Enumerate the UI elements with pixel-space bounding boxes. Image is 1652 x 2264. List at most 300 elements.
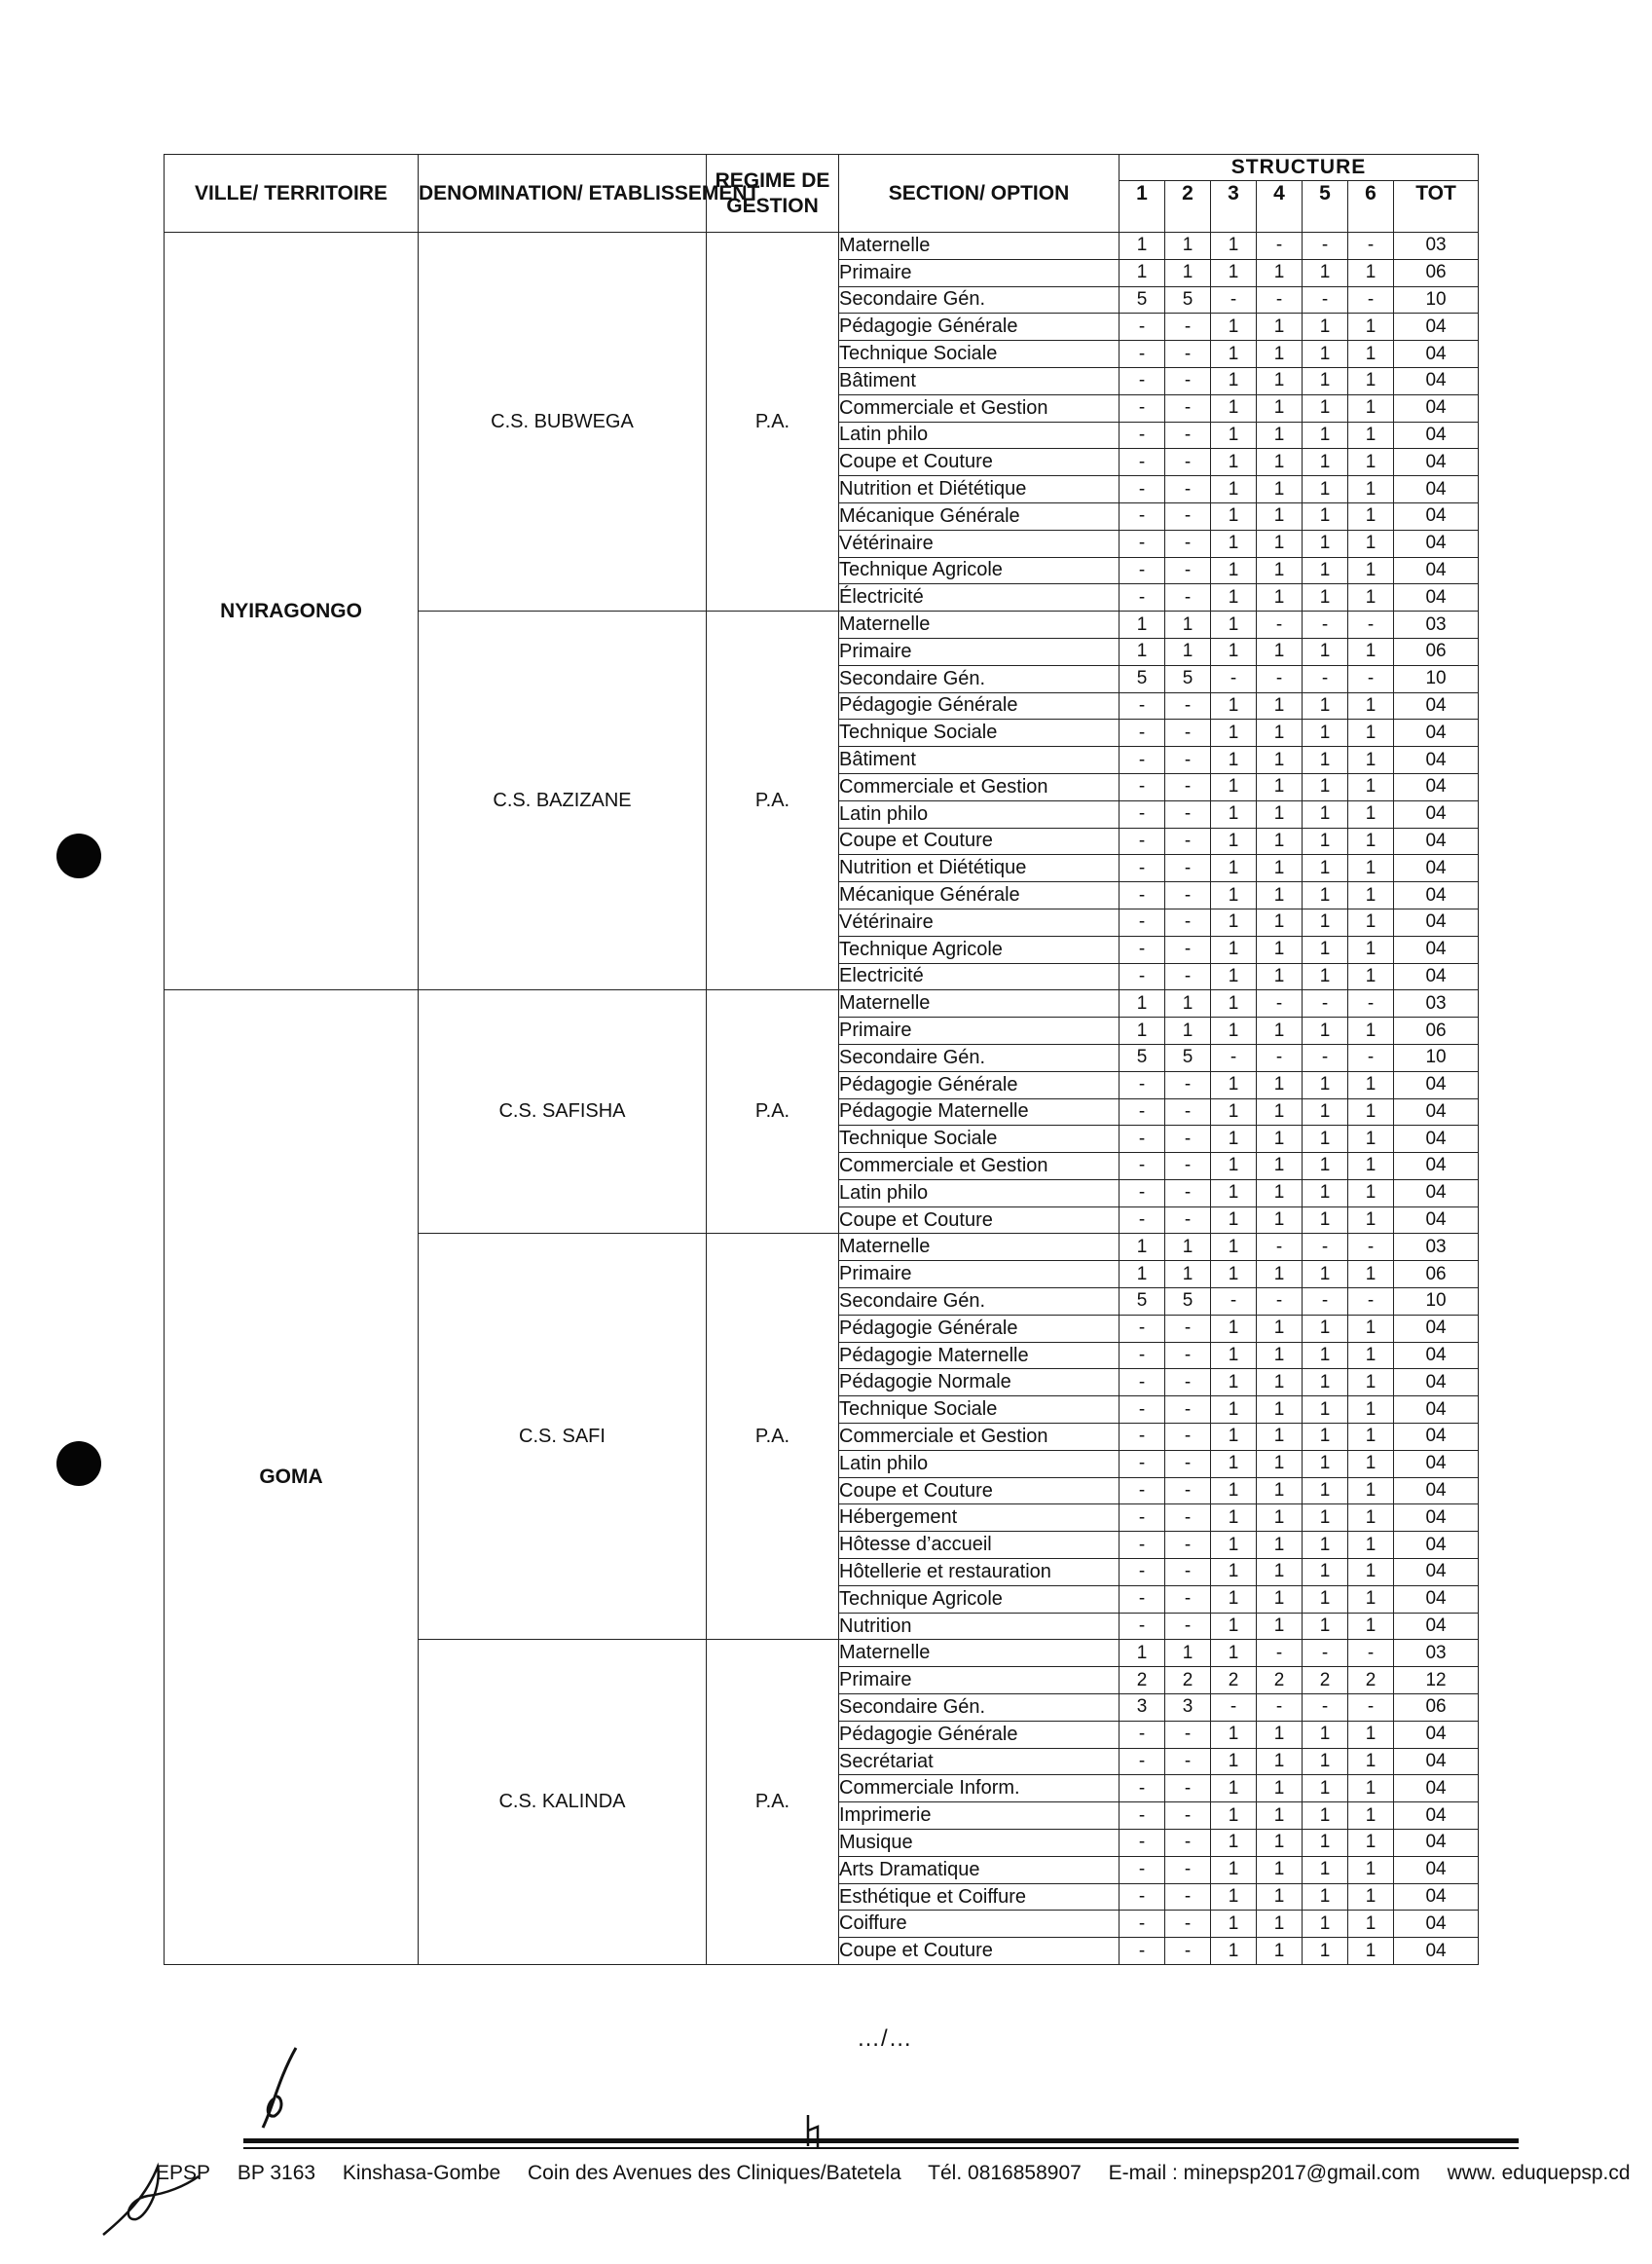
class-2-cell: - bbox=[1165, 1883, 1211, 1911]
class-1-cell: - bbox=[1120, 855, 1165, 882]
class-4-cell: 1 bbox=[1257, 341, 1303, 368]
class-2-cell: - bbox=[1165, 530, 1211, 557]
option-cell: Imprimerie bbox=[839, 1802, 1120, 1830]
class-5-cell: - bbox=[1303, 1288, 1348, 1316]
option-cell: Secondaire Gén. bbox=[839, 1694, 1120, 1722]
class-1-cell: 1 bbox=[1120, 1261, 1165, 1288]
class-4-cell: 1 bbox=[1257, 1477, 1303, 1504]
header-section: SECTION/ OPTION bbox=[839, 155, 1120, 233]
class-3-cell: 1 bbox=[1211, 1640, 1257, 1667]
footer-tel: Tél. 0816858907 bbox=[928, 2162, 1082, 2184]
option-cell: Musique bbox=[839, 1830, 1120, 1857]
class-1-cell: 1 bbox=[1120, 233, 1165, 260]
class-2-cell: - bbox=[1165, 584, 1211, 612]
tot-cell: 04 bbox=[1394, 449, 1479, 476]
option-cell: Secondaire Gén. bbox=[839, 1044, 1120, 1071]
class-2-cell: - bbox=[1165, 1179, 1211, 1206]
class-2-cell: - bbox=[1165, 1450, 1211, 1477]
class-1-cell: - bbox=[1120, 692, 1165, 720]
class-3-cell: 1 bbox=[1211, 530, 1257, 557]
class-5-cell: 1 bbox=[1303, 502, 1348, 530]
class-1-cell: - bbox=[1120, 1585, 1165, 1613]
class-6-cell: 1 bbox=[1348, 530, 1394, 557]
class-1-cell: - bbox=[1120, 476, 1165, 503]
tot-cell: 04 bbox=[1394, 1369, 1479, 1396]
option-cell: Vétérinaire bbox=[839, 530, 1120, 557]
class-1-cell: - bbox=[1120, 963, 1165, 990]
class-5-cell: 1 bbox=[1303, 1802, 1348, 1830]
class-1-cell: - bbox=[1120, 1450, 1165, 1477]
class-1-cell: - bbox=[1120, 1775, 1165, 1802]
class-6-cell: - bbox=[1348, 665, 1394, 692]
class-2-cell: - bbox=[1165, 1098, 1211, 1126]
class-6-cell: 1 bbox=[1348, 1342, 1394, 1369]
class-4-cell: 1 bbox=[1257, 638, 1303, 665]
class-3-cell: 1 bbox=[1211, 1559, 1257, 1586]
class-4-cell: 1 bbox=[1257, 1504, 1303, 1532]
class-5-cell: 1 bbox=[1303, 1450, 1348, 1477]
class-5-cell: 1 bbox=[1303, 1261, 1348, 1288]
class-2-cell: 1 bbox=[1165, 1640, 1211, 1667]
class-6-cell: 1 bbox=[1348, 1424, 1394, 1451]
class-4-cell: 1 bbox=[1257, 1018, 1303, 1045]
class-1-cell: - bbox=[1120, 1911, 1165, 1938]
tot-cell: 06 bbox=[1394, 1694, 1479, 1722]
option-cell: Coiffure bbox=[839, 1911, 1120, 1938]
class-6-cell: - bbox=[1348, 1234, 1394, 1261]
header-structure: STRUCTURE bbox=[1120, 155, 1479, 181]
class-4-cell: 1 bbox=[1257, 1802, 1303, 1830]
class-2-cell: 1 bbox=[1165, 990, 1211, 1018]
class-6-cell: 1 bbox=[1348, 422, 1394, 449]
option-cell: Primaire bbox=[839, 1018, 1120, 1045]
option-cell: Pédagogie Générale bbox=[839, 314, 1120, 341]
class-6-cell: 1 bbox=[1348, 314, 1394, 341]
class-2-cell: 5 bbox=[1165, 286, 1211, 314]
class-6-cell: 1 bbox=[1348, 882, 1394, 909]
option-cell: Vétérinaire bbox=[839, 909, 1120, 936]
class-2-cell: - bbox=[1165, 1504, 1211, 1532]
class-3-cell: 1 bbox=[1211, 259, 1257, 286]
class-6-cell: 1 bbox=[1348, 584, 1394, 612]
class-5-cell: 1 bbox=[1303, 1098, 1348, 1126]
class-4-cell: 1 bbox=[1257, 1613, 1303, 1640]
class-1-cell: - bbox=[1120, 936, 1165, 963]
class-4-cell: 1 bbox=[1257, 1559, 1303, 1586]
class-2-cell: - bbox=[1165, 1369, 1211, 1396]
option-cell: Commerciale et Gestion bbox=[839, 1153, 1120, 1180]
class-6-cell: 1 bbox=[1348, 1613, 1394, 1640]
class-5-cell: 1 bbox=[1303, 1856, 1348, 1883]
class-5-cell: 1 bbox=[1303, 1153, 1348, 1180]
class-5-cell: - bbox=[1303, 612, 1348, 639]
option-cell: Coupe et Couture bbox=[839, 1206, 1120, 1234]
class-2-cell: - bbox=[1165, 747, 1211, 774]
footer-org: EPSP bbox=[156, 2162, 211, 2184]
class-4-cell: 1 bbox=[1257, 1856, 1303, 1883]
tot-cell: 04 bbox=[1394, 1532, 1479, 1559]
class-5-cell: 1 bbox=[1303, 1126, 1348, 1153]
class-1-cell: - bbox=[1120, 341, 1165, 368]
tot-cell: 10 bbox=[1394, 1044, 1479, 1071]
class-5-cell: 1 bbox=[1303, 259, 1348, 286]
class-3-cell: 1 bbox=[1211, 692, 1257, 720]
tot-cell: 04 bbox=[1394, 1585, 1479, 1613]
class-2-cell: 1 bbox=[1165, 259, 1211, 286]
option-cell: Maternelle bbox=[839, 1234, 1120, 1261]
class-2-cell: - bbox=[1165, 422, 1211, 449]
class-6-cell: 1 bbox=[1348, 449, 1394, 476]
tot-cell: 03 bbox=[1394, 1234, 1479, 1261]
tot-cell: 04 bbox=[1394, 882, 1479, 909]
class-1-cell: - bbox=[1120, 1179, 1165, 1206]
class-3-cell: 1 bbox=[1211, 747, 1257, 774]
class-1-cell: - bbox=[1120, 449, 1165, 476]
class-1-cell: - bbox=[1120, 367, 1165, 394]
footer-city: Kinshasa-Gombe bbox=[342, 2162, 501, 2184]
class-5-cell: 1 bbox=[1303, 747, 1348, 774]
class-5-cell: 1 bbox=[1303, 1883, 1348, 1911]
class-3-cell: 1 bbox=[1211, 1721, 1257, 1748]
class-5-cell: 1 bbox=[1303, 1938, 1348, 1965]
class-3-cell: 1 bbox=[1211, 367, 1257, 394]
class-4-cell: 1 bbox=[1257, 476, 1303, 503]
class-1-cell: - bbox=[1120, 747, 1165, 774]
class-4-cell: 1 bbox=[1257, 1153, 1303, 1180]
class-1-cell: 1 bbox=[1120, 1234, 1165, 1261]
class-4-cell: - bbox=[1257, 1694, 1303, 1722]
class-5-cell: - bbox=[1303, 990, 1348, 1018]
class-5-cell: 1 bbox=[1303, 720, 1348, 747]
class-4-cell: 1 bbox=[1257, 963, 1303, 990]
option-cell: Technique Sociale bbox=[839, 720, 1120, 747]
class-6-cell: - bbox=[1348, 1044, 1394, 1071]
class-6-cell: 2 bbox=[1348, 1667, 1394, 1694]
class-6-cell: - bbox=[1348, 233, 1394, 260]
class-3-cell: 1 bbox=[1211, 1234, 1257, 1261]
class-1-cell: - bbox=[1120, 1721, 1165, 1748]
class-3-cell: 1 bbox=[1211, 1613, 1257, 1640]
option-cell: Pédagogie Générale bbox=[839, 1071, 1120, 1098]
class-3-cell: 1 bbox=[1211, 502, 1257, 530]
class-6-cell: 1 bbox=[1348, 1585, 1394, 1613]
option-cell: Primaire bbox=[839, 1667, 1120, 1694]
class-3-cell: 1 bbox=[1211, 233, 1257, 260]
tot-cell: 06 bbox=[1394, 1261, 1479, 1288]
class-4-cell: 1 bbox=[1257, 259, 1303, 286]
regime-cell: P.A. bbox=[707, 990, 839, 1234]
table-header bbox=[165, 155, 1479, 233]
class-6-cell: 1 bbox=[1348, 367, 1394, 394]
class-6-cell: 1 bbox=[1348, 1153, 1394, 1180]
class-3-cell: 1 bbox=[1211, 584, 1257, 612]
tot-cell: 03 bbox=[1394, 233, 1479, 260]
class-1-cell: - bbox=[1120, 1315, 1165, 1342]
tot-cell: 10 bbox=[1394, 1288, 1479, 1316]
tot-cell: 04 bbox=[1394, 367, 1479, 394]
class-6-cell: 1 bbox=[1348, 1018, 1394, 1045]
option-cell: Primaire bbox=[839, 259, 1120, 286]
class-5-cell: 1 bbox=[1303, 1559, 1348, 1586]
class-2-cell: - bbox=[1165, 1830, 1211, 1857]
tot-cell: 04 bbox=[1394, 1098, 1479, 1126]
class-2-cell: - bbox=[1165, 1424, 1211, 1451]
tot-cell: 04 bbox=[1394, 1424, 1479, 1451]
class-2-cell: - bbox=[1165, 341, 1211, 368]
class-3-cell: 1 bbox=[1211, 773, 1257, 800]
regime-cell: P.A. bbox=[707, 1234, 839, 1640]
tot-cell: 04 bbox=[1394, 909, 1479, 936]
class-1-cell: 5 bbox=[1120, 665, 1165, 692]
class-4-cell: 1 bbox=[1257, 1315, 1303, 1342]
class-2-cell: - bbox=[1165, 720, 1211, 747]
class-5-cell: 1 bbox=[1303, 1532, 1348, 1559]
class-4-cell: 1 bbox=[1257, 557, 1303, 584]
class-2-cell: 1 bbox=[1165, 233, 1211, 260]
class-3-cell: - bbox=[1211, 1044, 1257, 1071]
header-class-5: 5 bbox=[1303, 181, 1348, 233]
tot-cell: 04 bbox=[1394, 1613, 1479, 1640]
tot-cell: 04 bbox=[1394, 773, 1479, 800]
class-3-cell: 1 bbox=[1211, 394, 1257, 422]
class-6-cell: 1 bbox=[1348, 259, 1394, 286]
tot-cell: 04 bbox=[1394, 341, 1479, 368]
class-5-cell: - bbox=[1303, 1234, 1348, 1261]
class-1-cell: 3 bbox=[1120, 1694, 1165, 1722]
class-1-cell: - bbox=[1120, 502, 1165, 530]
etablissement-cell: C.S. BUBWEGA bbox=[419, 233, 707, 612]
footer-email: E-mail : minepsp2017@gmail.com bbox=[1108, 2162, 1420, 2184]
class-2-cell: 3 bbox=[1165, 1694, 1211, 1722]
option-cell: Pédagogie Générale bbox=[839, 1315, 1120, 1342]
class-3-cell: 1 bbox=[1211, 1856, 1257, 1883]
class-3-cell: 1 bbox=[1211, 1883, 1257, 1911]
class-4-cell: 1 bbox=[1257, 1775, 1303, 1802]
footer-rule-thin bbox=[243, 2147, 1519, 2149]
option-cell: Secondaire Gén. bbox=[839, 665, 1120, 692]
class-4-cell: - bbox=[1257, 286, 1303, 314]
class-4-cell: 1 bbox=[1257, 1532, 1303, 1559]
tot-cell: 04 bbox=[1394, 502, 1479, 530]
class-6-cell: 1 bbox=[1348, 1775, 1394, 1802]
class-4-cell: 1 bbox=[1257, 1585, 1303, 1613]
tot-cell: 04 bbox=[1394, 1206, 1479, 1234]
class-6-cell: - bbox=[1348, 990, 1394, 1018]
class-6-cell: 1 bbox=[1348, 1206, 1394, 1234]
option-cell: Bâtiment bbox=[839, 367, 1120, 394]
stamp-mark-icon bbox=[804, 2113, 824, 2152]
option-cell: Latin philo bbox=[839, 1179, 1120, 1206]
class-3-cell: 1 bbox=[1211, 638, 1257, 665]
tot-cell: 04 bbox=[1394, 422, 1479, 449]
class-2-cell: 5 bbox=[1165, 1288, 1211, 1316]
tot-cell: 04 bbox=[1394, 1721, 1479, 1748]
class-5-cell: 1 bbox=[1303, 800, 1348, 828]
class-5-cell: 1 bbox=[1303, 1206, 1348, 1234]
class-3-cell: 1 bbox=[1211, 1477, 1257, 1504]
tot-cell: 04 bbox=[1394, 828, 1479, 855]
table-row bbox=[165, 990, 1479, 1018]
option-cell: Technique Agricole bbox=[839, 936, 1120, 963]
tot-cell: 04 bbox=[1394, 1342, 1479, 1369]
class-4-cell: 1 bbox=[1257, 1126, 1303, 1153]
class-4-cell: - bbox=[1257, 1288, 1303, 1316]
class-4-cell: 1 bbox=[1257, 692, 1303, 720]
option-cell: Commerciale et Gestion bbox=[839, 1424, 1120, 1451]
class-6-cell: 1 bbox=[1348, 476, 1394, 503]
class-6-cell: 1 bbox=[1348, 502, 1394, 530]
ville-cell: NYIRAGONGO bbox=[165, 233, 419, 990]
header-regime: REGIME DE GESTION bbox=[707, 155, 839, 233]
class-5-cell: 1 bbox=[1303, 855, 1348, 882]
class-3-cell: 1 bbox=[1211, 1261, 1257, 1288]
class-2-cell: - bbox=[1165, 692, 1211, 720]
class-4-cell: 1 bbox=[1257, 314, 1303, 341]
class-6-cell: 1 bbox=[1348, 638, 1394, 665]
class-2-cell: 5 bbox=[1165, 665, 1211, 692]
class-3-cell: 1 bbox=[1211, 476, 1257, 503]
class-5-cell: - bbox=[1303, 665, 1348, 692]
class-5-cell: 1 bbox=[1303, 936, 1348, 963]
class-1-cell: - bbox=[1120, 1504, 1165, 1532]
table-row bbox=[165, 233, 1479, 260]
class-5-cell: 1 bbox=[1303, 909, 1348, 936]
option-cell: Coupe et Couture bbox=[839, 1477, 1120, 1504]
class-2-cell: - bbox=[1165, 1585, 1211, 1613]
class-1-cell: 1 bbox=[1120, 1018, 1165, 1045]
class-2-cell: 1 bbox=[1165, 1234, 1211, 1261]
class-2-cell: - bbox=[1165, 1477, 1211, 1504]
class-1-cell: - bbox=[1120, 1424, 1165, 1451]
class-3-cell: 1 bbox=[1211, 1396, 1257, 1424]
class-2-cell: - bbox=[1165, 394, 1211, 422]
class-4-cell: 1 bbox=[1257, 1342, 1303, 1369]
class-4-cell: 1 bbox=[1257, 530, 1303, 557]
class-5-cell: 1 bbox=[1303, 530, 1348, 557]
punch-hole-icon bbox=[56, 1441, 101, 1486]
class-2-cell: - bbox=[1165, 1071, 1211, 1098]
class-2-cell: - bbox=[1165, 1938, 1211, 1965]
tot-cell: 04 bbox=[1394, 1396, 1479, 1424]
class-3-cell: - bbox=[1211, 286, 1257, 314]
option-cell: Electricité bbox=[839, 963, 1120, 990]
table-body bbox=[165, 233, 1479, 1965]
option-cell: Nutrition et Diététique bbox=[839, 476, 1120, 503]
option-cell: Coupe et Couture bbox=[839, 449, 1120, 476]
class-5-cell: 1 bbox=[1303, 557, 1348, 584]
class-3-cell: 1 bbox=[1211, 422, 1257, 449]
class-1-cell: 5 bbox=[1120, 1288, 1165, 1316]
class-3-cell: 1 bbox=[1211, 1532, 1257, 1559]
class-6-cell: - bbox=[1348, 1694, 1394, 1722]
class-4-cell: 1 bbox=[1257, 1396, 1303, 1424]
class-4-cell: 1 bbox=[1257, 367, 1303, 394]
class-5-cell: 1 bbox=[1303, 1369, 1348, 1396]
structure-table-container bbox=[164, 154, 1478, 1965]
class-5-cell: 1 bbox=[1303, 1018, 1348, 1045]
etablissement-cell: C.S. SAFISHA bbox=[419, 990, 707, 1234]
class-5-cell: 1 bbox=[1303, 341, 1348, 368]
class-3-cell: 1 bbox=[1211, 1830, 1257, 1857]
header-class-6: 6 bbox=[1348, 181, 1394, 233]
class-3-cell: - bbox=[1211, 1288, 1257, 1316]
class-2-cell: 1 bbox=[1165, 1261, 1211, 1288]
class-2-cell: - bbox=[1165, 1856, 1211, 1883]
class-3-cell: 1 bbox=[1211, 1424, 1257, 1451]
class-5-cell: - bbox=[1303, 1044, 1348, 1071]
class-4-cell: - bbox=[1257, 612, 1303, 639]
option-cell: Commerciale et Gestion bbox=[839, 394, 1120, 422]
option-cell: Bâtiment bbox=[839, 747, 1120, 774]
class-4-cell: - bbox=[1257, 1044, 1303, 1071]
option-cell: Commerciale et Gestion bbox=[839, 773, 1120, 800]
class-5-cell: 1 bbox=[1303, 882, 1348, 909]
class-4-cell: 1 bbox=[1257, 1098, 1303, 1126]
class-5-cell: 1 bbox=[1303, 1477, 1348, 1504]
class-1-cell: - bbox=[1120, 1613, 1165, 1640]
class-1-cell: - bbox=[1120, 1748, 1165, 1775]
class-4-cell: 1 bbox=[1257, 882, 1303, 909]
class-3-cell: 1 bbox=[1211, 1748, 1257, 1775]
class-3-cell: 1 bbox=[1211, 314, 1257, 341]
class-1-cell: - bbox=[1120, 1559, 1165, 1586]
class-3-cell: 1 bbox=[1211, 449, 1257, 476]
tot-cell: 04 bbox=[1394, 1802, 1479, 1830]
tot-cell: 04 bbox=[1394, 1153, 1479, 1180]
class-1-cell: - bbox=[1120, 773, 1165, 800]
class-1-cell: - bbox=[1120, 314, 1165, 341]
class-2-cell: - bbox=[1165, 1613, 1211, 1640]
tot-cell: 10 bbox=[1394, 665, 1479, 692]
tot-cell: 12 bbox=[1394, 1667, 1479, 1694]
tot-cell: 04 bbox=[1394, 530, 1479, 557]
etablissement-cell: C.S. SAFI bbox=[419, 1234, 707, 1640]
footer-bp: BP 3163 bbox=[237, 2162, 316, 2184]
class-1-cell: - bbox=[1120, 1532, 1165, 1559]
option-cell: Secondaire Gén. bbox=[839, 286, 1120, 314]
class-1-cell: - bbox=[1120, 909, 1165, 936]
class-4-cell: - bbox=[1257, 233, 1303, 260]
class-6-cell: 1 bbox=[1348, 557, 1394, 584]
class-5-cell: 1 bbox=[1303, 1585, 1348, 1613]
class-5-cell: - bbox=[1303, 1694, 1348, 1722]
tot-cell: 04 bbox=[1394, 1477, 1479, 1504]
class-2-cell: - bbox=[1165, 1802, 1211, 1830]
class-6-cell: 1 bbox=[1348, 1532, 1394, 1559]
class-6-cell: 1 bbox=[1348, 1938, 1394, 1965]
tot-cell: 06 bbox=[1394, 638, 1479, 665]
class-2-cell: - bbox=[1165, 1775, 1211, 1802]
class-3-cell: 2 bbox=[1211, 1667, 1257, 1694]
class-5-cell: 1 bbox=[1303, 1830, 1348, 1857]
class-2-cell: - bbox=[1165, 963, 1211, 990]
class-2-cell: - bbox=[1165, 1721, 1211, 1748]
class-6-cell: - bbox=[1348, 286, 1394, 314]
tot-cell: 04 bbox=[1394, 1830, 1479, 1857]
class-3-cell: 1 bbox=[1211, 1938, 1257, 1965]
class-6-cell: 1 bbox=[1348, 1559, 1394, 1586]
header-class-3: 3 bbox=[1211, 181, 1257, 233]
class-4-cell: 1 bbox=[1257, 828, 1303, 855]
class-2-cell: - bbox=[1165, 1532, 1211, 1559]
class-2-cell: - bbox=[1165, 1342, 1211, 1369]
tot-cell: 04 bbox=[1394, 1856, 1479, 1883]
class-2-cell: 5 bbox=[1165, 1044, 1211, 1071]
class-2-cell: 1 bbox=[1165, 612, 1211, 639]
class-4-cell: 1 bbox=[1257, 1830, 1303, 1857]
class-6-cell: 1 bbox=[1348, 1126, 1394, 1153]
class-3-cell: 1 bbox=[1211, 1126, 1257, 1153]
